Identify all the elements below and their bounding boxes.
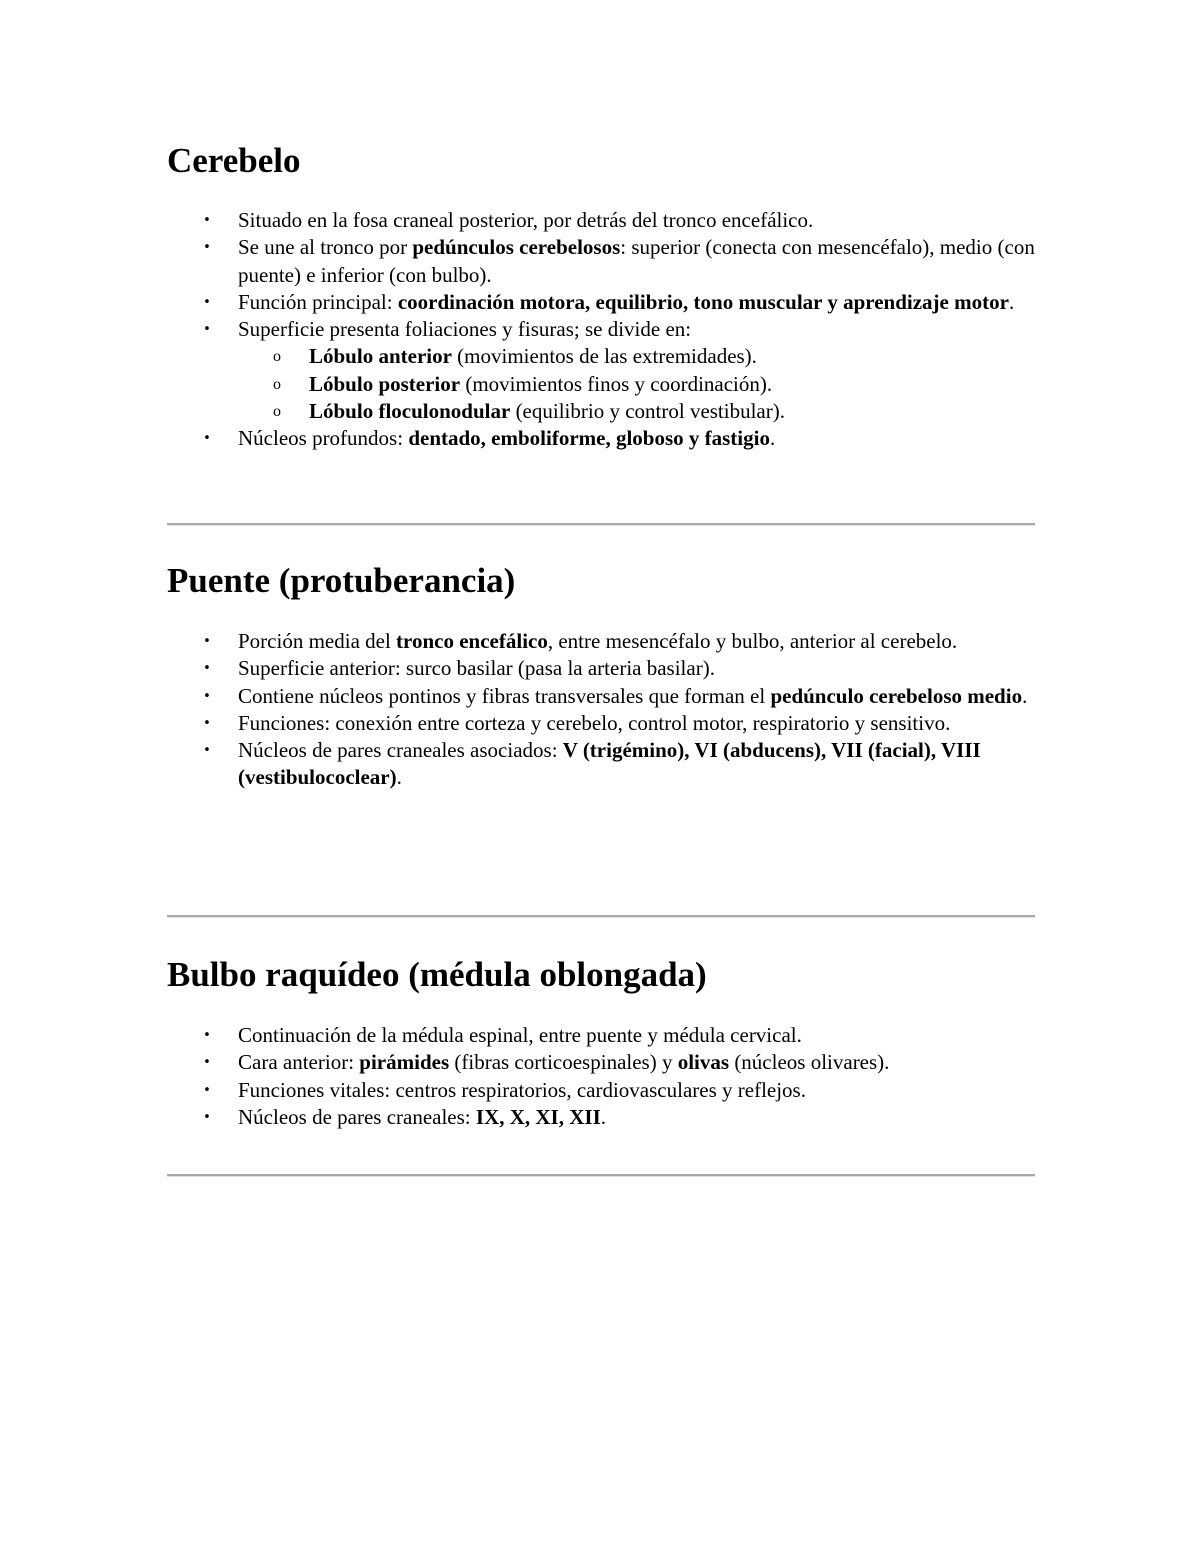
sub-list-item: o Lóbulo floculonodular (equilibrio y control vestibular). bbox=[238, 398, 1035, 425]
bullet-icon: • bbox=[203, 715, 211, 731]
list-item: • Porción media del tronco encefálico, entre mesencéfalo y bulbo, anterior al cerebelo. bbox=[167, 628, 1035, 655]
list-item: • Se une al tronco por pedúnculos cerebelosos: superior (conecta con mesencéfalo), medio (con puente) e inferior (con bulbo). bbox=[167, 234, 1035, 289]
list-item: • Funciones: conexión entre corteza y cerebelo, control motor, respiratorio y sensitivo. bbox=[167, 710, 1035, 737]
section-title: Bulbo raquídeo (médula oblongada) bbox=[167, 955, 707, 994]
bullet-icon: • bbox=[203, 240, 211, 256]
bullet-icon: • bbox=[203, 634, 211, 649]
sub-list bbox=[238, 343, 1035, 425]
bullet-icon: • bbox=[203, 661, 211, 677]
list-item: • Continuación de la médula espinal, entre puente y médula cervical. bbox=[167, 1022, 1035, 1049]
bullet-icon: • bbox=[203, 743, 211, 759]
list-item: • Situado en la fosa craneal posterior, por detrás del tronco encefálico. bbox=[167, 207, 1035, 234]
section-title: Puente (protuberancia) bbox=[167, 561, 516, 600]
list-item: • Cara anterior: pirámides (fibras corticoespinales) y olivas (núcleos olivares). bbox=[167, 1049, 1035, 1076]
bullet-icon: • bbox=[203, 431, 211, 447]
sub-list-item: o Lóbulo anterior (movimientos de las extremidades). bbox=[238, 343, 1035, 370]
section-title: Cerebelo bbox=[167, 141, 301, 180]
bullet-icon: • bbox=[203, 322, 211, 338]
sub-list-item: o Lóbulo posterior (movimientos finos y coordinación). bbox=[238, 371, 1035, 398]
sub-bullet-icon: o bbox=[273, 375, 281, 393]
list-item: • Núcleos de pares craneales: IX, X, XI, XII. bbox=[167, 1104, 1035, 1131]
section-bulbo bbox=[167, 955, 1035, 1131]
horizontal-divider bbox=[167, 915, 1035, 918]
bullet-icon: • bbox=[203, 688, 211, 704]
list-item: • Superficie presenta foliaciones y fisuras; se divide en: o Lóbulo anterior (movimientos de las extremidades). o Lóbulo posterior (movimientos finos y coordinación). o Lóbulo floculonodular (equilibrio y control vestibular). bbox=[167, 316, 1035, 425]
sub-bullet-icon: o bbox=[273, 348, 281, 366]
horizontal-divider bbox=[167, 523, 1035, 526]
list-item: • Núcleos de pares craneales asociados: V (trigémino), VI (abducens), VII (facial), VIII (vestibulococlear). bbox=[167, 737, 1035, 792]
list-item: • Superficie anterior: surco basilar (pasa la arteria basilar). bbox=[167, 655, 1035, 682]
section-cerebelo bbox=[167, 141, 1035, 453]
bullet-icon: • bbox=[203, 1028, 211, 1043]
bullet-icon: • bbox=[203, 294, 211, 310]
list-item: • Función principal: coordinación motora, equilibrio, tono muscular y aprendizaje motor. bbox=[167, 289, 1035, 316]
sub-bullet-icon: o bbox=[273, 403, 281, 421]
section-puente bbox=[167, 561, 1035, 792]
list-item: • Funciones vitales: centros respiratorios, cardiovasculares y reflejos. bbox=[167, 1077, 1035, 1104]
bullet-icon: • bbox=[203, 1109, 211, 1125]
bullet-list bbox=[167, 628, 1035, 792]
bullet-list bbox=[167, 1022, 1035, 1131]
bullet-list bbox=[167, 207, 1035, 453]
list-item: • Núcleos profundos: dentado, emboliforme, globoso y fastigio. bbox=[167, 425, 1035, 452]
list-item: • Contiene núcleos pontinos y fibras transversales que forman el pedúnculo cerebeloso medio. bbox=[167, 683, 1035, 710]
horizontal-divider bbox=[167, 1174, 1035, 1177]
bullet-icon: • bbox=[203, 1055, 211, 1071]
bullet-icon: • bbox=[203, 213, 211, 228]
bullet-icon: • bbox=[203, 1082, 211, 1098]
